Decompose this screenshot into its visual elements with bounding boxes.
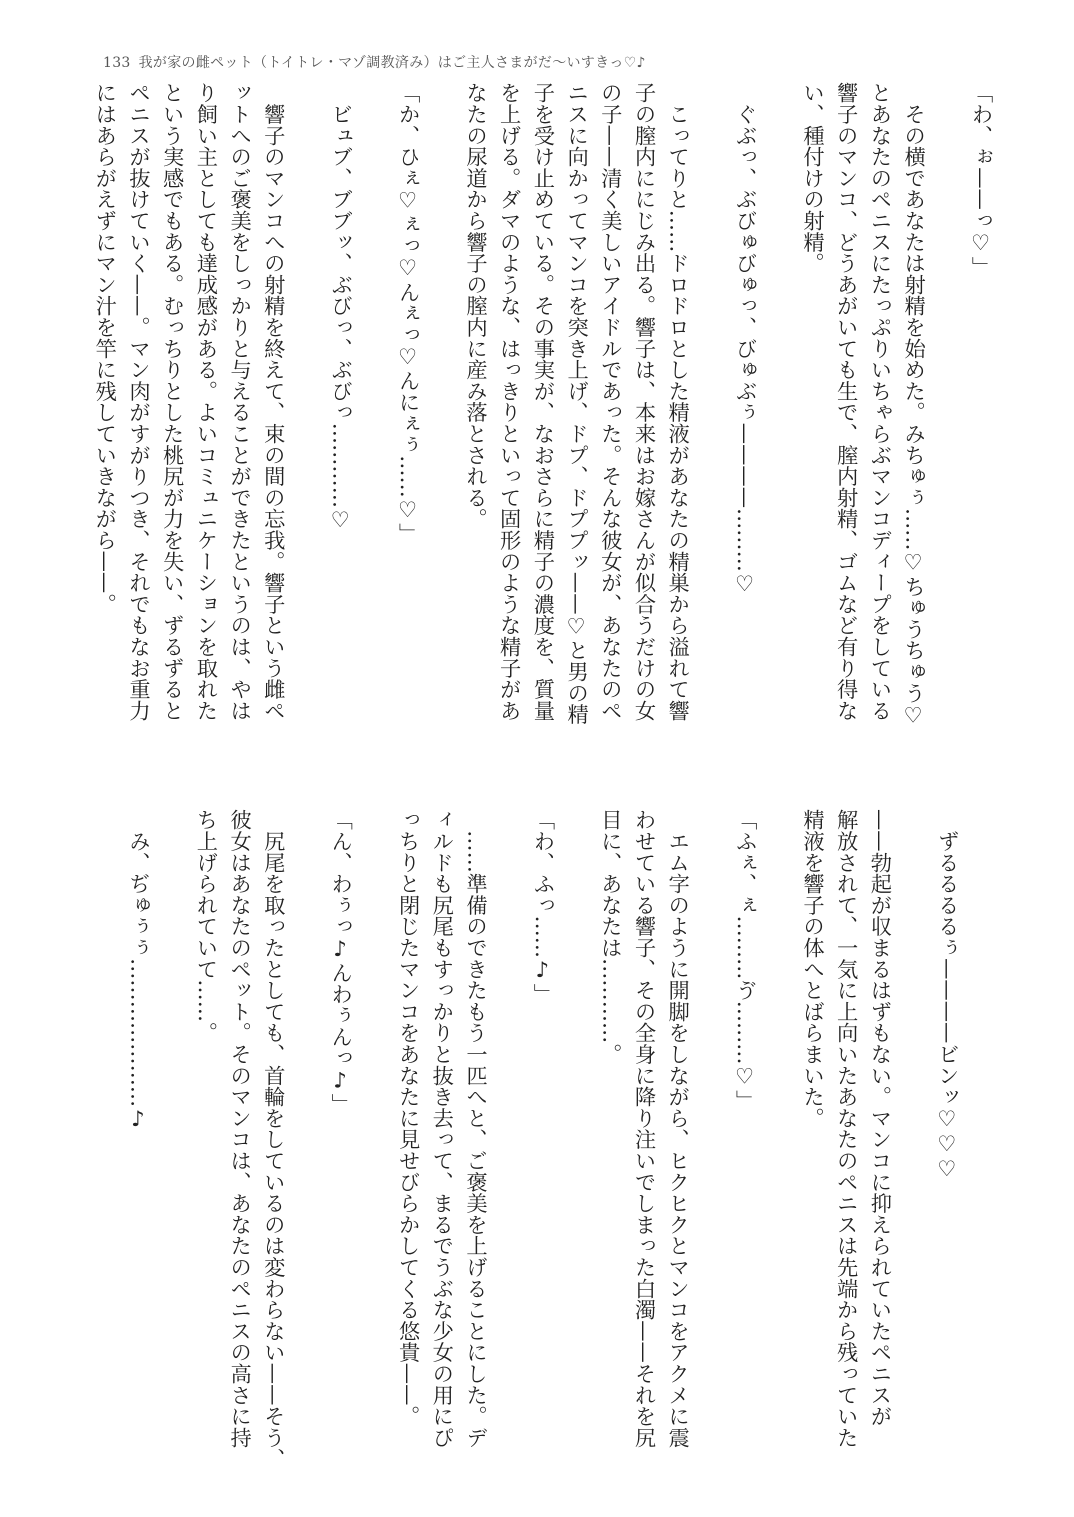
text-column: 子を受け止めている。その事実が、なおさらに精子の濃度を、質量 [529, 82, 555, 721]
text-column: 「ん、わぅっ♪んわぅんっ♪」 [327, 809, 353, 1115]
text-column: を上げる。ダマのような、はっきりといって固形のような精子があ [496, 82, 522, 721]
text-column: ……準備のできたもう一匹へと、ご褒美を上げることにした。デ [462, 809, 488, 1448]
running-header [103, 52, 646, 72]
text-column: 精液を響子の体へとばらまいた。 [799, 809, 825, 1129]
text-column: ペニスが抜けていく——。マン肉がすがりつき、それでもなお重力 [125, 82, 151, 721]
text-column: っちりと閉じたマンコをあなたに見せびらかしてくる悠貴——。 [395, 809, 421, 1427]
text-column: 尻尾を取ったとしても、首輪をしているのは変わらない——そう、 [260, 809, 286, 1470]
text-column: ビュブ、ブブッ、ぶびっ、ぶびっ…………♡ [327, 82, 353, 533]
text-column: ニスに向かってマンコを突き上げ、ドプ、ドププッ——♡と男の精 [563, 82, 589, 725]
page-number: 133 [103, 55, 131, 71]
text-column: 目に、あなたは…………。 [597, 809, 623, 1065]
text-column: なたの尿道から響子の膣内に産み落とされる。 [462, 82, 488, 530]
text-column: という実感でもある。むっちりとした桃尻が力を失い、ずるずると [159, 82, 185, 721]
text-column: ぐぶっ、ぶびゅびゅっ、びゅぶぅ————………♡ [732, 82, 758, 597]
text-column: ずるるるるぅ————ビンッ♡♡♡ [934, 809, 960, 1183]
text-column: 「わ、ふっ……♪」 [529, 809, 555, 1005]
text-column: 「わ、ぉ——っ♡」 [968, 82, 993, 278]
text-column: 彼女はあなたのペット。そのマンコは、あなたのペニスの高さに持 [226, 809, 252, 1448]
text-column: ——勃起が収まるはずもない。マンコに抑えられていたペニスが [866, 809, 892, 1427]
text-column: こってりと……ドロドロとした精液があなたの精巣から溢れて響 [664, 82, 690, 721]
text-column: エム字のように開脚をしながら、ヒクヒクとマンコをアクメに震 [664, 809, 690, 1448]
text-column: 響子のマンコ、どうあがいても生で、膣内射精、ゴムなど有り得な [833, 82, 859, 721]
text-column: ットへのご褒美をしっかりと与えることができたというのは、やは [226, 82, 252, 721]
text-column: の子——清く美しいアイドルであった。そんな彼女が、あなたのペ [597, 82, 623, 721]
text-column: とあなたのペニスにたっぷりいちゃらぶマンコディープをしている [866, 82, 892, 721]
text-column: 響子のマンコへの射精を終えて、束の間の忘我。響子という雌ペ [260, 82, 286, 721]
text-column: その横であなたは射精を始めた。みちゅぅ……♡ちゅうちゅう♡ [900, 82, 926, 729]
text-column: にはあらがえずにマン汁を竿に残していきながら——。 [91, 82, 117, 615]
text-column: 子の膣内ににじみ出る。響子は、本来はお嫁さんが似合うだけの女 [631, 82, 656, 721]
text-column: り飼い主としても達成感がある。よいコミュニケーションを取れた [192, 82, 218, 721]
book-title: 我が家の雌ペット（トイトレ・マゾ調教済み）はご主人さまがだ〜いすきっ♡♪ [138, 55, 646, 71]
text-column: わせている響子、その全身に降り注いでしまった白濁——それを尻 [631, 809, 656, 1448]
text-column: ィルドも尻尾もすっかりと抜き去って、まるでうぶな少女の用にぴ [428, 809, 454, 1448]
text-column: 「か、ひぇ♡ぇっ♡んぇっ♡んにぇぅ……♡」 [395, 82, 421, 545]
text-column: ち上げられていて……。 [192, 809, 218, 1044]
text-column: 解放されて、一気に上向いたあなたのペニスは先端から残っていた [833, 809, 859, 1448]
text-column: み、ぢゅぅぅ…………………♪ [125, 809, 151, 1133]
text-column: い、種付けの射精。 [799, 82, 825, 274]
text-column: 「ふぇ、ぇ………ゔ………♡」 [732, 809, 758, 1111]
